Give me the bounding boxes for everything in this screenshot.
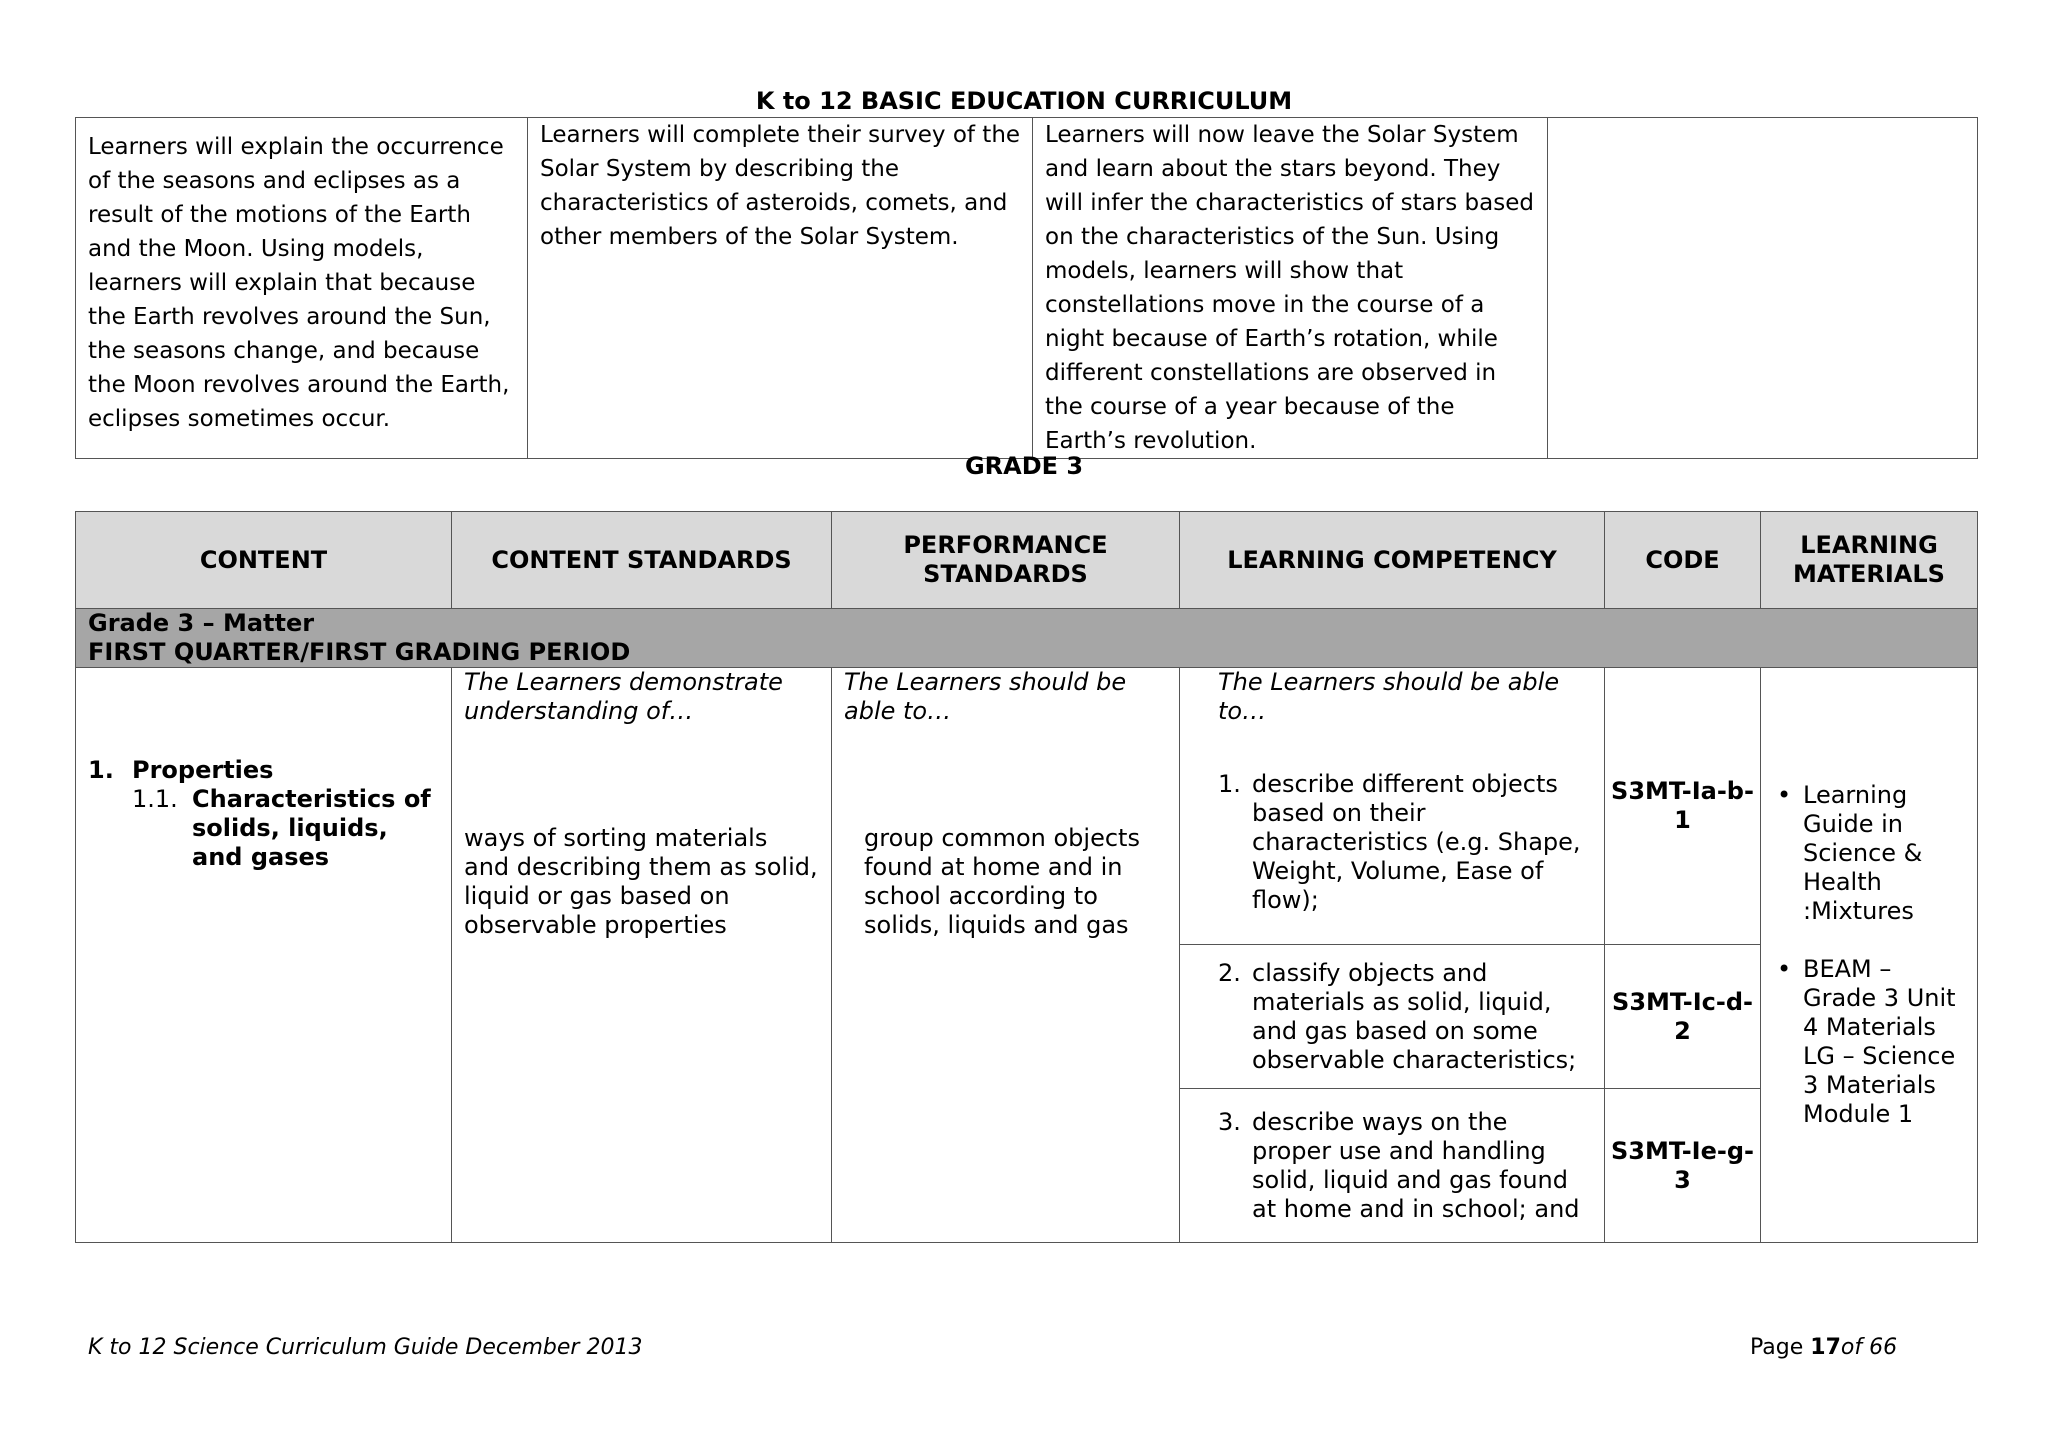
header-code: CODE <box>1605 512 1761 609</box>
page-label: Page <box>1750 1335 1811 1360</box>
content-standards-lead: The Learners demonstrate understanding of… <box>464 668 783 725</box>
grade-heading: GRADE 3 <box>964 452 1084 480</box>
footer-guide-title: K to 12 Science Curriculum Guide December 2013 <box>88 1335 643 1360</box>
competency-lead: The Learners should be able to… <box>1218 668 1560 725</box>
page-total: of 66 <box>1840 1335 1898 1360</box>
top-cell-empty <box>1548 118 1978 459</box>
content-level2-number: 1.1. <box>132 785 178 813</box>
header-content-standards: CONTENT STANDARDS <box>452 512 832 609</box>
header-content: CONTENT <box>76 512 452 609</box>
page-current: 17 <box>1810 1335 1841 1360</box>
content-level2-text: Characteristics of solids, liquids, and gases <box>192 785 431 871</box>
band-quarter: FIRST QUARTER/FIRST GRADING PERIOD <box>88 638 631 666</box>
bullet-icon: • <box>1777 955 1792 983</box>
competency-number: 3. <box>1218 1107 1241 1136</box>
header-performance-standards: PERFORMANCE STANDARDS <box>832 512 1180 609</box>
competency-item <box>1218 1108 1592 1224</box>
header-learning-competency: LEARNING COMPETENCY <box>1180 512 1605 609</box>
performance-standards-body: group common objects found at home and in school according to solids, liquids and gas <box>864 824 1140 939</box>
curriculum-table <box>75 511 1978 1243</box>
competency-cell-1 <box>1180 668 1605 945</box>
quarter-band-row <box>76 609 1978 668</box>
header-learning-materials: LEARNING MATERIALS <box>1761 512 1978 609</box>
bullet-icon: • <box>1777 781 1792 809</box>
content-cell <box>76 668 452 1243</box>
content-standards-body: ways of sorting materials and describing them as solid, liquid or gas based on observable properties <box>464 824 818 939</box>
document-title: K to 12 BASIC EDUCATION CURRICULUM <box>755 87 1293 115</box>
code-cell-1: S3MT-Ia-b-1 <box>1605 668 1761 945</box>
content-level1-number: 1. <box>88 756 114 784</box>
content-standards-cell <box>452 668 832 1243</box>
material-item <box>1777 955 1967 1129</box>
competency-text: describe different objects based on their characteristics (e.g. Shape, Weight, Volume, Ease of flow); <box>1252 770 1581 914</box>
performance-standards-lead: The Learners should be able to… <box>844 668 1127 725</box>
performance-standards-cell <box>832 668 1180 1243</box>
top-cell-solar-system: Learners will complete their survey of the Solar System by describing the characteristics of asteroids, comets, and other members of the Solar System. <box>528 118 1033 459</box>
competency-cell-2 <box>1180 945 1605 1089</box>
material-item <box>1777 781 1967 926</box>
learning-materials-cell <box>1761 668 1978 1243</box>
table-row <box>76 668 1978 945</box>
quarter-band <box>76 609 1978 668</box>
material-text: Learning Guide in Science & Health :Mixtures <box>1803 781 1923 925</box>
top-cell-seasons-eclipses: Learners will explain the occurrence of the seasons and eclipses as a result of the motions of the Earth and the Moon. Using models, learners will explain that because the Earth revolves around the Sun, the seasons change, and because the Moon revolves around the Earth, eclipses sometimes occur. <box>76 118 528 459</box>
code-cell-2: S3MT-Ic-d-2 <box>1605 945 1761 1089</box>
competency-item <box>1218 770 1592 915</box>
page-number <box>1750 1335 1897 1360</box>
competency-text: classify objects and materials as solid, liquid, and gas based on some observable characteristics; <box>1252 958 1577 1074</box>
competency-item <box>1218 959 1592 1075</box>
competency-number: 1. <box>1218 770 1241 798</box>
top-cell-stars: Learners will now leave the Solar System and learn about the stars beyond. They will infer the characteristics of stars based on the characteristics of the Sun. Using models, learners will show that constellations move in the course of a night because of Earth’s rotation, while different constellations are observed in the course of a year because of the Earth’s revolution. <box>1033 118 1548 459</box>
content-level1-text: Properties <box>132 756 274 784</box>
table-header-row <box>76 512 1978 609</box>
band-topic: Grade 3 – Matter <box>88 609 315 637</box>
competency-text: describe ways on the proper use and handling solid, liquid and gas found at home and in school; and <box>1252 1107 1580 1223</box>
code-cell-3: S3MT-Ie-g-3 <box>1605 1089 1761 1243</box>
content-level2 <box>132 785 441 872</box>
competency-number: 2. <box>1218 958 1241 987</box>
material-text: BEAM – Grade 3 Unit 4 Materials LG – Science 3 Materials Module 1 <box>1803 955 1956 1128</box>
competency-cell-3 <box>1180 1089 1605 1243</box>
continuation-table <box>75 117 1978 459</box>
content-level1 <box>88 756 441 785</box>
